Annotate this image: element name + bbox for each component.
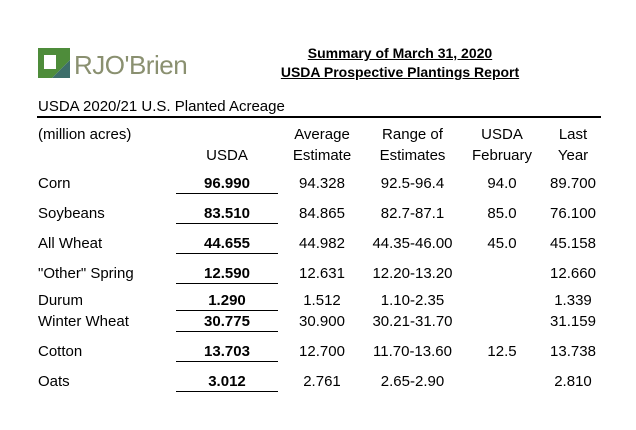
report-title-line2: USDA Prospective Plantings Report [280,64,520,80]
range-of-estimates: 11.70-13.60 [373,343,452,360]
average-estimate: 2.761 [303,373,341,390]
crop-label: Soybeans [38,205,105,222]
last-year: 45.158 [550,235,596,252]
range-of-estimates: 82.7-87.1 [380,205,445,222]
logo-mark-icon [38,48,70,78]
column-header-range [365,124,460,166]
last-year: 31.159 [550,313,596,330]
last-year: 2.810 [554,373,592,390]
column-header-average [282,124,362,166]
average-estimate: 30.900 [299,313,345,330]
last-year: 12.660 [550,265,596,282]
report-title-line1: Summary of March 31, 2020 [307,45,493,61]
usda-february: 12.5 [487,343,517,360]
usda-value: 30.775 [176,313,278,332]
crop-label: All Wheat [38,235,103,252]
column-header-last-year-line2: Year [557,147,589,164]
section-rule [37,116,601,118]
range-of-estimates: 2.65-2.90 [380,373,445,390]
average-estimate: 1.512 [303,292,341,309]
usda-value: 1.290 [176,292,278,311]
usda-february: 85.0 [487,205,517,222]
section-title: USDA 2020/21 U.S. Planted Acreage [38,98,285,115]
range-of-estimates: 44.35-46.00 [372,235,453,252]
column-header-february-line1: USDA [481,126,523,143]
column-header-usda-line2: USDA [206,147,248,164]
last-year: 13.738 [550,343,596,360]
usda-value: 13.703 [176,343,278,362]
usda-value: 3.012 [176,373,278,392]
usda-value: 96.990 [176,175,278,194]
crop-label: Oats [38,373,70,390]
last-year: 1.339 [554,292,592,309]
range-of-estimates: 92.5-96.4 [380,175,445,192]
average-estimate: 12.631 [299,265,345,282]
usda-february: 45.0 [487,235,517,252]
column-header-usda-line1 [176,124,278,145]
range-of-estimates: 12.20-13.20 [372,265,453,282]
column-header-average-line2: Estimate [292,147,352,164]
units-label: (million acres) [38,126,132,143]
crop-label: Winter Wheat [38,313,129,330]
column-header-average-line1: Average [294,126,350,143]
average-estimate: 84.865 [299,205,345,222]
average-estimate: 44.982 [299,235,345,252]
crop-label: Durum [38,292,84,309]
crop-label: "Other" Spring [38,265,134,282]
logo-text: RJO'Brien [74,50,188,80]
average-estimate: 94.328 [299,175,345,192]
usda-february: 94.0 [487,175,517,192]
usda-value: 83.510 [176,205,278,224]
usda-value: 44.655 [176,235,278,254]
crop-label: Corn [38,175,71,192]
average-estimate: 12.700 [299,343,345,360]
last-year: 89.700 [550,175,596,192]
rjobrien-logo [38,48,188,82]
column-header-last-year-line1: Last [558,126,588,143]
last-year: 76.100 [550,205,596,222]
column-header-last-year [540,124,606,166]
column-header-range-line2: Estimates [379,147,446,164]
column-header-range-line1: Range of [382,126,443,143]
column-header-february [462,124,542,166]
column-header-usda [176,124,278,166]
usda-value: 12.590 [176,265,278,284]
column-header-february-line2: February [471,147,533,164]
crop-label: Cotton [38,343,83,360]
range-of-estimates: 1.10-2.35 [380,292,445,309]
range-of-estimates: 30.21-31.70 [372,313,453,330]
